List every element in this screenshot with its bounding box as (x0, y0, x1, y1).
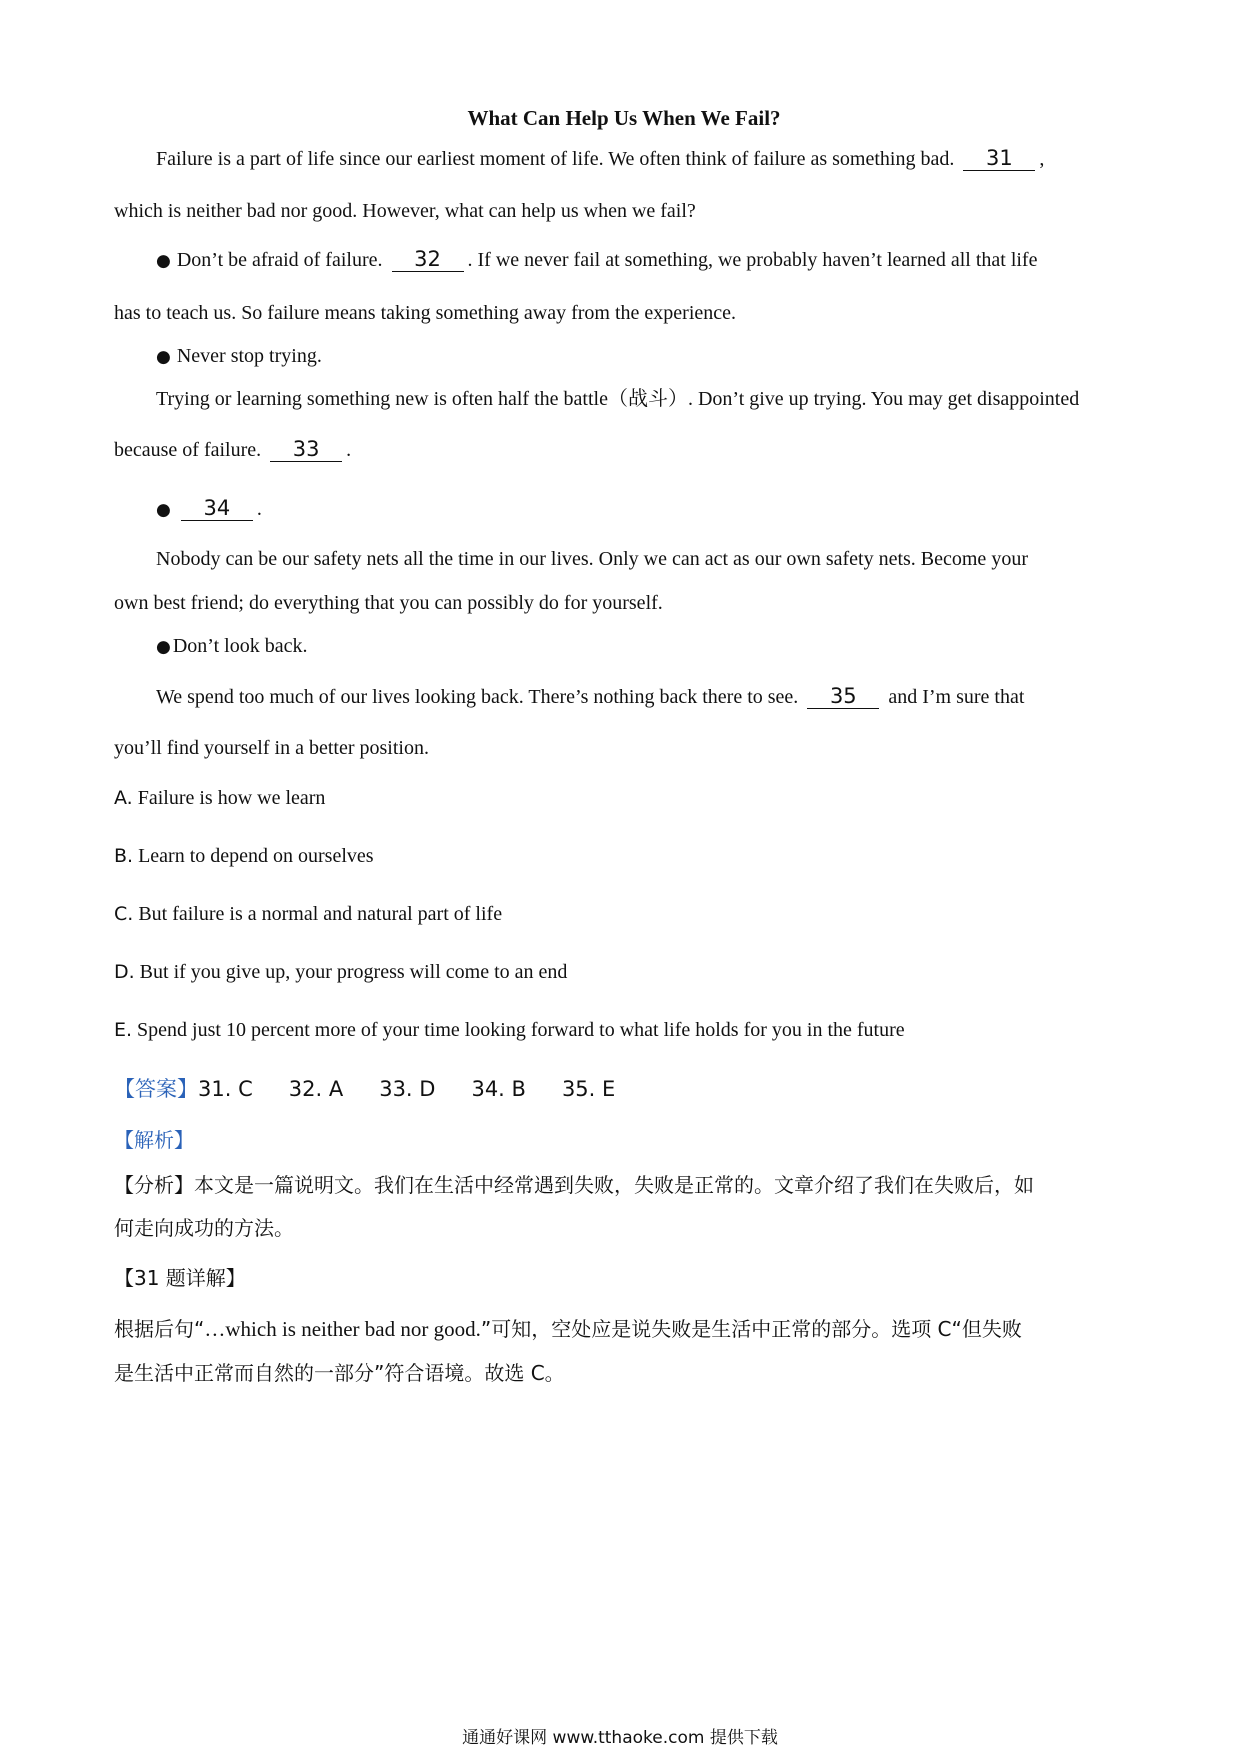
bullet-icon: ● (156, 347, 171, 367)
option-text: But if you give up, your progress will come to an end (139, 961, 568, 983)
heading-dont-look-back (156, 633, 307, 660)
answer-item: 32. A (288, 1077, 344, 1101)
option-letter: C. (114, 903, 134, 925)
option-text: Learn to depend on ourselves (138, 845, 374, 867)
blank-31: 31 (963, 146, 1035, 171)
paragraph-1-line-1 (156, 146, 1044, 172)
option-text: Failure is how we learn (137, 787, 326, 809)
q31-detail-line-2: 是生活中正常而自然的一部分”符合语境。故选 C。 (114, 1361, 565, 1385)
analysis-text: ”可知，空处应是说失败是生活中正常的部分。选项 C“但失败 (480, 1317, 1022, 1341)
answer-line (114, 1076, 651, 1102)
blank-33: 33 (270, 437, 342, 462)
q31-detail-line-1 (114, 1316, 1022, 1342)
option-letter: A. (114, 787, 133, 809)
heading-blank-34 (156, 496, 262, 523)
option-c (114, 901, 502, 927)
option-b (114, 843, 374, 869)
heading-text: Never stop trying. (176, 345, 322, 367)
paragraph-text: Failure is a part of life since our earliest moment of life. We often think of failure as something bad. (156, 148, 955, 170)
passage-title: What Can Help Us When We Fail? (467, 106, 781, 130)
q31-detail-tag: 【31 题详解】 (114, 1266, 246, 1290)
paragraph-3-line-2 (114, 437, 351, 463)
answer-item: 34. B (471, 1077, 526, 1101)
analysis-summary-line-1: 【分析】本文是一篇说明文。我们在生活中经常遇到失败，失败是正常的。文章介绍了我们在失败后，如 (114, 1173, 1034, 1197)
option-text: Spend just 10 percent more of your time looking forward to what life holds for you in the future (137, 1019, 905, 1041)
blank-35: 35 (807, 684, 879, 709)
paragraph-text: and I’m sure that (888, 686, 1025, 708)
heading-text: Don’t look back. (172, 635, 308, 657)
answer-item: 33. D (379, 1077, 436, 1101)
paragraph-1-line-2: which is neither bad nor good. However, what can help us when we fail? (114, 200, 696, 222)
paragraph-5-line-2: you’ll find yourself in a better position. (114, 737, 429, 759)
option-letter: D. (114, 961, 135, 983)
option-e (114, 1017, 905, 1043)
blank-32: 32 (392, 247, 464, 272)
option-d (114, 959, 567, 985)
paragraph-4-line-2: own best friend; do everything that you can possibly do for yourself. (114, 592, 663, 614)
heading-never-stop (156, 343, 322, 370)
paragraph-4-line-1: Nobody can be our safety nets all the time in our lives. Only we can act as our own safety nets. Become your (156, 548, 1028, 570)
paragraph-5-line-1 (156, 684, 1024, 710)
answer-item: 35. E (561, 1077, 616, 1101)
paragraph-text: We spend too much of our lives looking back. There’s nothing back there to see. (156, 686, 799, 708)
bullet-icon: ● (156, 251, 171, 271)
option-letter: E. (114, 1019, 133, 1041)
analysis-tag (114, 1127, 194, 1153)
paragraph-3-line-1: Trying or learning something new is often half the battle（战斗）. Don’t give up trying. You may get disappointed (156, 388, 1080, 410)
paragraph-text: . If we never fail at something, we probably haven’t learned all that life (467, 249, 1038, 271)
answer-tag: 【答案】 (114, 1077, 198, 1101)
analysis-summary-line-2: 何走向成功的方法。 (114, 1216, 294, 1240)
option-letter: B. (114, 845, 134, 867)
blank-34: 34 (181, 496, 253, 521)
answer-item: 31. C (198, 1077, 253, 1101)
bullet-icon: ● (156, 500, 171, 520)
paragraph-text: because of failure. (114, 439, 262, 461)
heading-dont-be-afraid (156, 247, 1037, 274)
paragraph-text: . (346, 439, 352, 461)
analysis-quote: …which is neither bad nor good. (204, 1317, 481, 1341)
analysis-tag-text: 【解析】 (114, 1128, 194, 1152)
paragraph-text: . (256, 498, 262, 520)
option-a (114, 785, 325, 811)
bullet-icon: ● (156, 637, 171, 657)
page-footer: 通通好课网 www.tthaoke.com 提供下载 (462, 1728, 778, 1748)
paragraph-text: , (1039, 148, 1045, 170)
paragraph-2-line-2: has to teach us. So failure means taking something away from the experience. (114, 302, 737, 324)
option-text: But failure is a normal and natural part of life (138, 903, 503, 925)
analysis-text: 根据后句“ (114, 1317, 205, 1341)
heading-text: Don’t be afraid of failure. (176, 249, 383, 271)
